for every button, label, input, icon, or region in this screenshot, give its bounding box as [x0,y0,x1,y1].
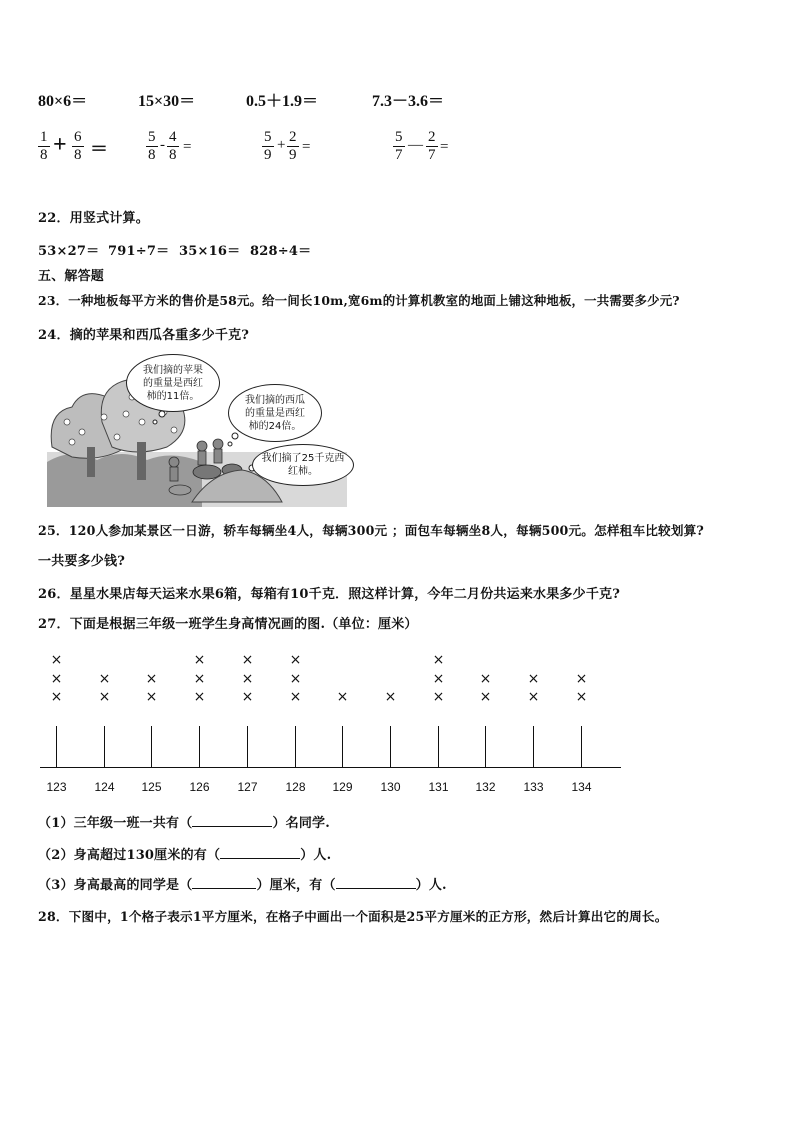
data-point-marker: × [527,670,540,687]
numerator: 5 [148,129,156,145]
axis-tick [390,726,391,768]
data-point-marker: × [575,670,588,687]
question-27-sub3 [38,874,447,893]
question-27-title: 27．下面是根据三年级一班学生身高情况画的图.（单位：厘米） [38,617,418,632]
equals-sign: = [302,139,311,155]
data-point-marker: × [50,652,63,668]
question-24-title: 24．摘的苹果和西瓜各重多少千克? [38,328,250,343]
operator: + [53,132,67,158]
equals-sign: = [183,139,192,155]
tick-label: 133 [523,780,544,794]
question-26: 26．星星水果店每天运来水果6箱，每箱有10千克．照这样计算，今年二月份共运来水果多少千克? [38,587,621,602]
calc-item: 35×16＝ [179,244,241,259]
data-point-marker: × [479,689,492,705]
sub2-prefix: （2）身高超过130厘米的有（ [38,848,221,863]
fraction [262,130,274,163]
numerator: 2 [289,129,297,145]
axis-tick [533,726,534,768]
question-27-sub1 [38,812,330,831]
data-point-marker: × [241,670,254,687]
sub2-suffix: ）人. [300,848,332,863]
calc-item: 828÷4＝ [250,244,312,259]
data-point-marker: × [50,689,63,705]
calc-item: 0.5＋1.9＝ [246,93,319,110]
speech-bubble [228,384,322,442]
axis-tick [199,726,200,768]
axis-tick [247,726,248,768]
calc-item: 80×6＝ [38,93,88,110]
tick-label: 131 [428,780,449,794]
tick-label: 124 [94,780,115,794]
data-point-marker: × [384,689,397,705]
speech-bubble [126,354,220,412]
data-point-marker: × [432,670,445,687]
fraction [393,130,405,163]
axis-tick [295,726,296,768]
axis-tick [438,726,439,768]
speech-bubble [252,444,354,486]
denominator: 8 [169,147,177,163]
fraction [167,130,179,163]
axis-tick [151,726,152,768]
tick-label: 132 [475,780,496,794]
axis-tick [56,726,57,768]
fraction [287,130,299,163]
data-point-marker: × [145,689,158,705]
operator: - [160,137,165,153]
denominator: 7 [428,147,436,163]
question-28: 28．下图中，1个格子表示1平方厘米，在格子中画出一个面积是25平方厘米的正方形，然后计算出它的周长。 [38,909,668,924]
question-27-sub2 [38,844,331,863]
sub3-prefix: （3）身高最高的同学是（ [38,878,193,893]
axis-tick [581,726,582,768]
answer-blank[interactable] [192,876,256,889]
tick-label: 134 [571,780,592,794]
answer-blank[interactable] [336,876,416,889]
numerator: 5 [395,129,403,145]
tick-label: 129 [332,780,353,794]
data-point-marker: × [289,670,302,687]
numerator: 6 [74,129,82,145]
data-point-marker: × [575,689,588,705]
sub3-middle: ）厘米，有（ [256,878,336,893]
calc-item: 53×27＝ [38,244,100,259]
data-point-marker: × [336,689,349,705]
answer-blank[interactable] [192,814,272,827]
axis-tick [342,726,343,768]
tick-label: 128 [285,780,306,794]
question-23: 23．一种地板每平方米的售价是58元。给一间长10m,宽6m的计算机教室的地面上铺这种地板，一共需要多少元? [38,293,680,308]
sub3-suffix: ）人. [415,878,447,893]
speech-bubble-text: 我们摘的苹果的重量是西红柿的11倍。 [143,364,203,402]
operator: — [408,137,423,153]
data-point-marker: × [98,670,111,687]
tick-label: 127 [237,780,258,794]
data-point-marker: × [98,689,111,705]
numerator: 5 [264,129,272,145]
speech-bubble-text: 我们摘了25千克西红柿。 [261,453,345,477]
speech-bubble-text: 我们摘的西瓜的重量是西红柿的24倍。 [245,394,305,432]
denominator: 8 [74,147,82,163]
tick-label: 130 [380,780,401,794]
operator: + [277,137,286,153]
calc-item: 791÷7＝ [108,244,170,259]
calc-item: 7.3－3.6＝ [372,93,445,110]
x-axis [40,767,621,768]
numerator: 1 [40,129,48,145]
data-point-marker: × [50,670,63,687]
fraction [72,130,84,163]
fraction [146,130,158,163]
fraction [426,130,438,163]
data-point-marker: × [241,689,254,705]
denominator: 8 [148,147,156,163]
data-point-marker: × [193,670,206,687]
denominator: 7 [395,147,403,163]
numerator: 2 [428,129,436,145]
sub1-prefix: （1）三年级一班一共有（ [38,816,193,831]
data-point-marker: × [145,670,158,687]
data-point-marker: × [241,652,254,668]
tick-label: 126 [189,780,210,794]
denominator: 9 [289,147,297,163]
equals-sign: = [440,139,449,155]
axis-tick [104,726,105,768]
denominator: 9 [264,147,272,163]
fraction [38,130,50,163]
numerator: 4 [169,129,177,145]
denominator: 8 [40,147,48,163]
question-25-line1: 25．120人参加某景区一日游，轿车每辆坐4人，每辆300元 ；面包车每辆坐8人，每辆500元。怎样租车比较划算? [38,523,705,538]
question-24-illustration [42,352,367,510]
axis-tick [485,726,486,768]
data-point-marker: × [289,652,302,668]
data-point-marker: × [193,652,206,668]
sub1-suffix: ）名同学. [272,816,330,831]
question-22-title: 22．用竖式计算。 [38,211,149,226]
answer-blank[interactable] [220,846,300,859]
question-25-line2: 一共要多少钱? [38,554,126,569]
data-point-marker: × [193,689,206,705]
data-point-marker: × [479,670,492,687]
tick-label: 123 [46,780,67,794]
tick-label: 125 [141,780,162,794]
equals-sign: ＝ [90,139,108,159]
data-point-marker: × [527,689,540,705]
data-point-marker: × [432,689,445,705]
data-point-marker: × [289,689,302,705]
section-heading: 五、解答题 [38,269,105,284]
calc-item: 15×30＝ [138,93,196,110]
data-point-marker: × [432,652,445,668]
